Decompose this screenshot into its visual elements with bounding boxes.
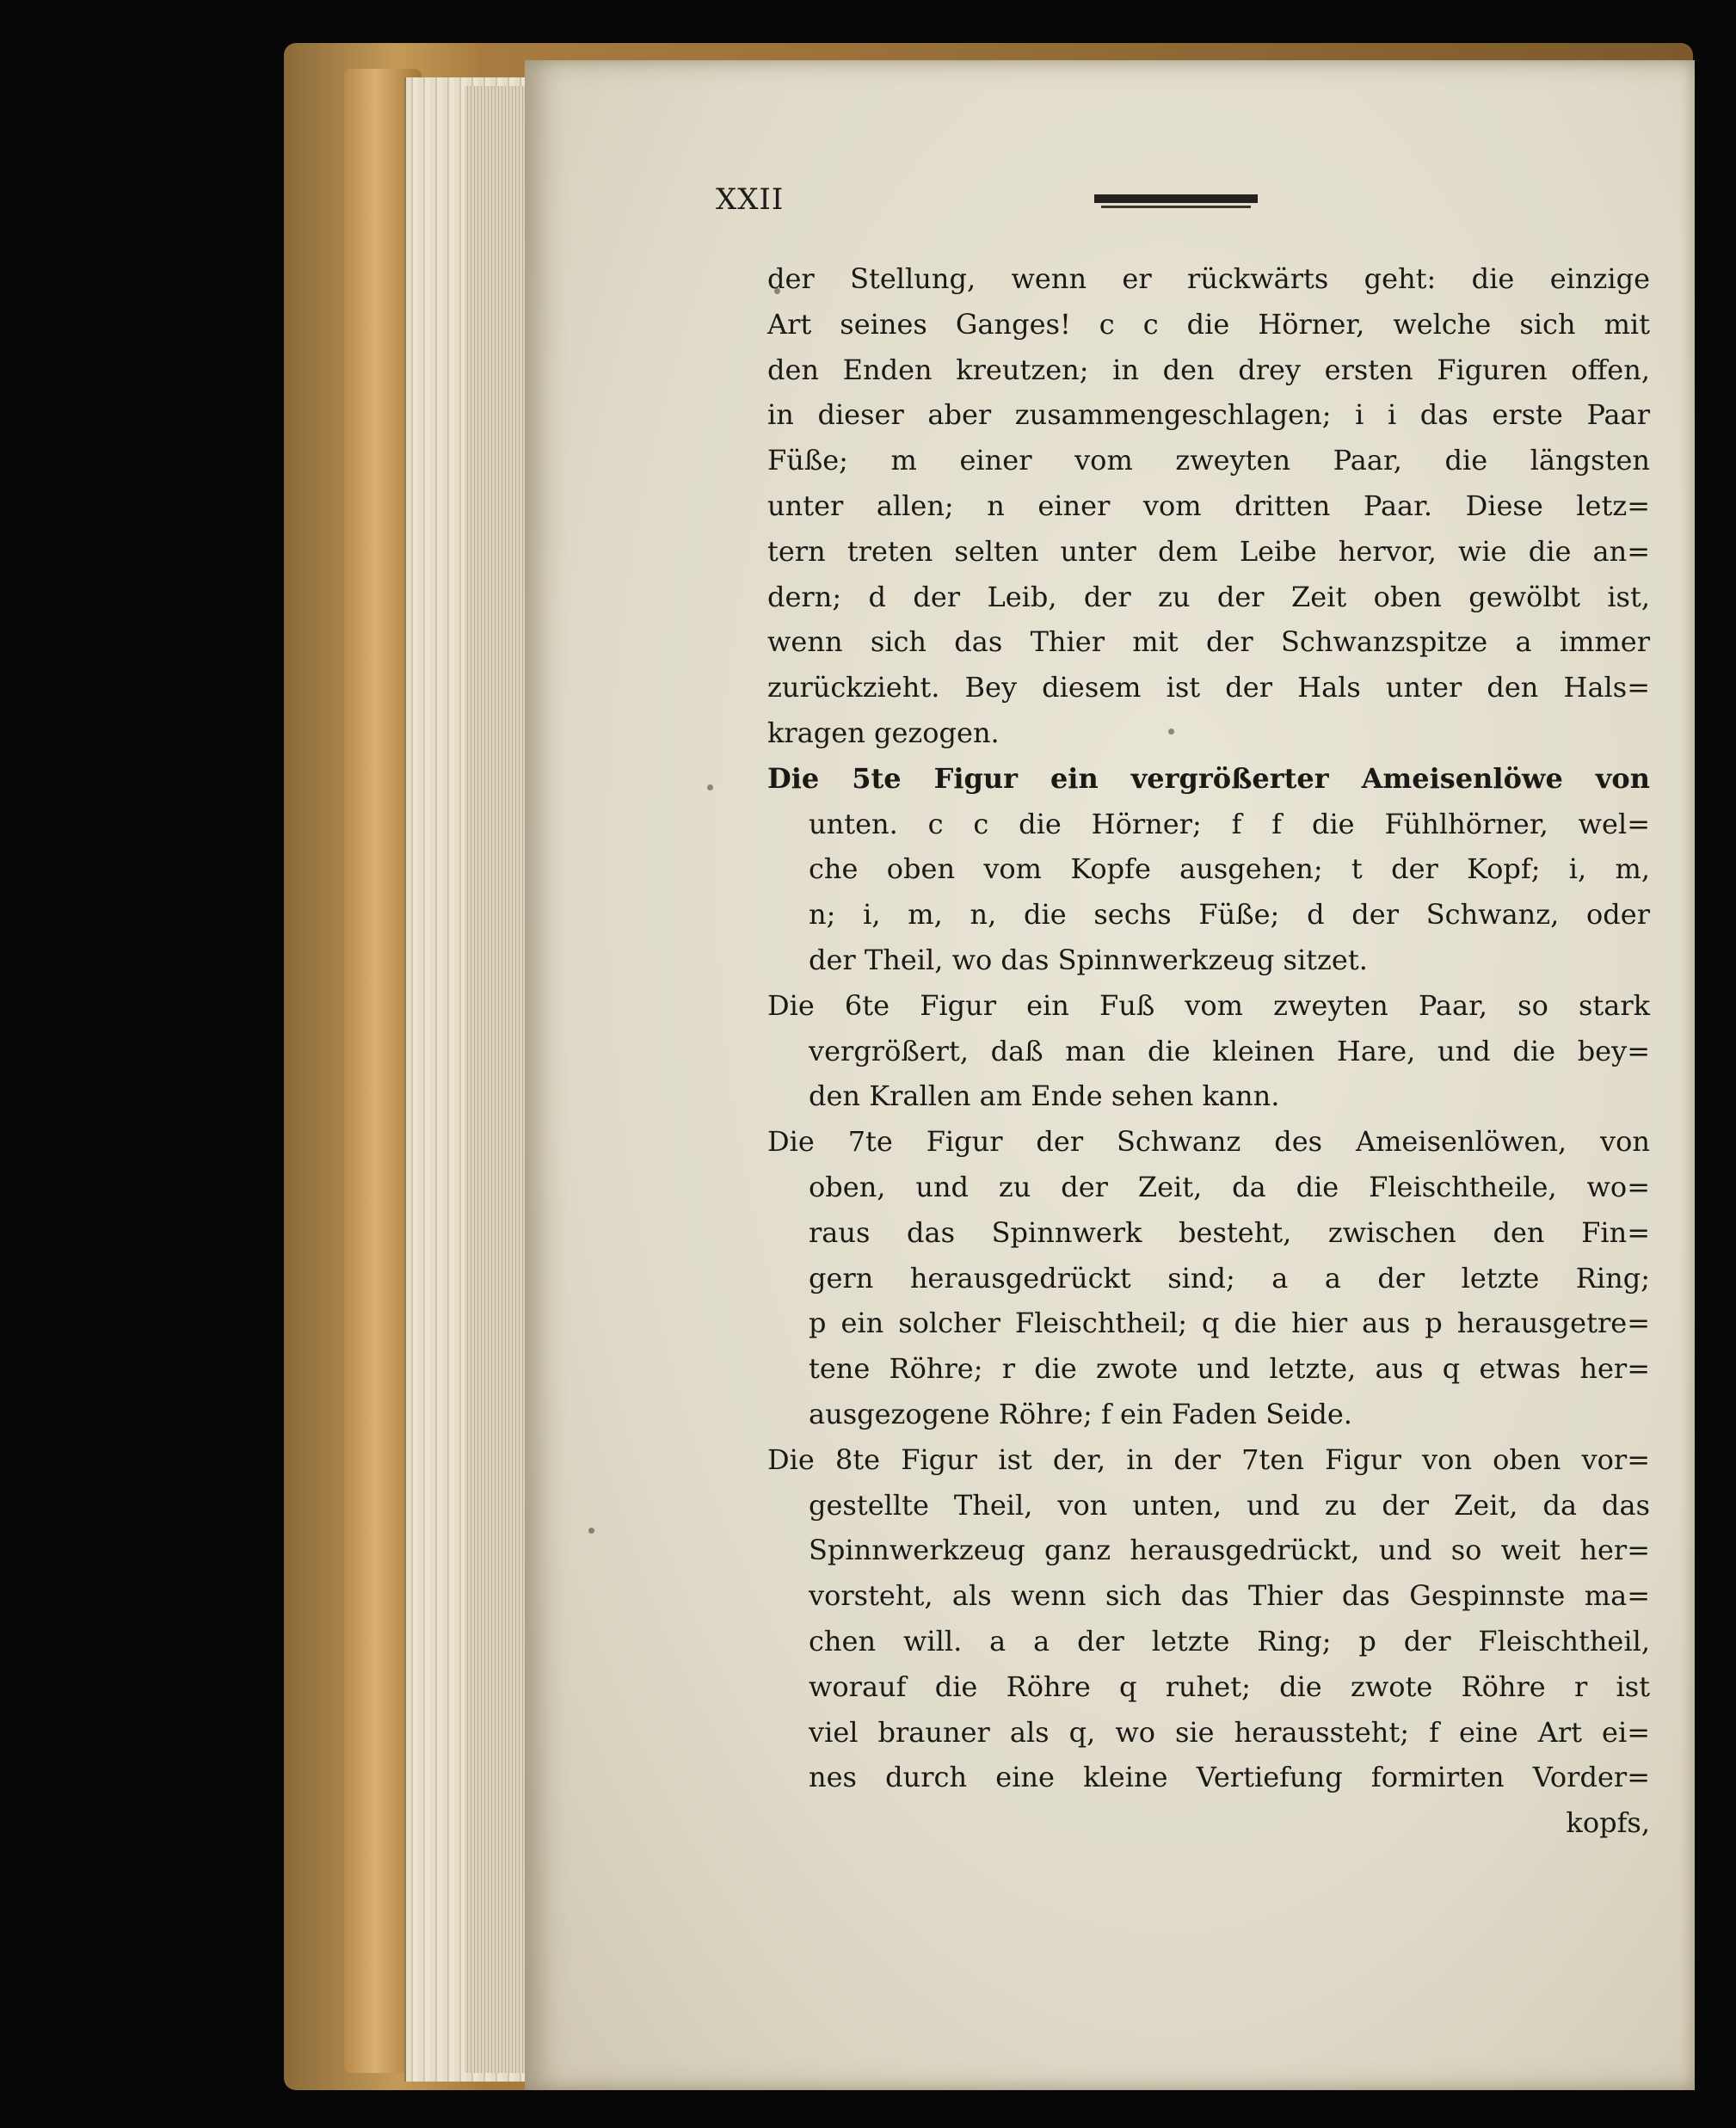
text-line: kragen gezogen. [767,716,1000,749]
text-line: Die 6te Figur ein Fuß vom zweyten Paar, so stark [767,988,1650,1022]
text-line: der Stellung, wenn er rückwärts geht: die einzige [767,262,1650,295]
text-line: vergrößert, daß man die kleinen Hare, und die bey= [809,1034,1650,1067]
text-line: in dieser aber zusammengeschlagen; i i das erste Paar [767,398,1650,432]
text-line: Spinnwerkzeug ganz herausgedrückt, und so weit her= [809,1534,1650,1567]
text-line: tene Röhre; r die zwote und letzte, aus q etwas her= [809,1352,1650,1386]
text-line: gern herausgedrückt sind; a a der letzte Ring; [809,1261,1650,1295]
text-line: den Enden kreutzen; in den drey ersten Figuren offen, [767,353,1650,386]
text-line: Die 5te Figur ein vergrößerter Ameisenlöwe von [767,761,1650,795]
page-body [767,256,1650,1846]
text-line: oben, und zu der Zeit, da die Fleischtheile, wo= [809,1170,1650,1203]
text-line: vorsteht, als wenn sich das Thier das Gespinnste ma= [809,1579,1650,1613]
text-line: chen will. a a der letzte Ring; p der Fleischtheil, [809,1624,1650,1658]
text-line: worauf die Röhre q ruhet; die zwote Röhre r ist [809,1670,1650,1703]
text-line: p ein solcher Fleischtheil; q die hier aus p herausgetre= [809,1307,1650,1340]
text-line: Art seines Ganges! c c die Hörner, welche sich mit [767,307,1650,341]
paragraph-figure-6 [767,983,1650,1119]
text-line: raus das Spinnwerk besteht, zwischen den Fin= [809,1215,1650,1249]
paragraph-figure-8 [767,1437,1650,1800]
text-line: Füße; m einer vom zweyten Paar, die längsten [767,444,1650,477]
paragraph-figure-5 [767,756,1650,983]
text-line: gestellte Theil, von unten, und zu der Zeit, da das [809,1488,1650,1522]
paragraph-figure-7 [767,1119,1650,1437]
catchword: kopfs, [1566,1806,1650,1840]
text-line: Die 7te Figur der Schwanz des Ameisenlöwen, von [767,1125,1650,1159]
text-line: der Theil, wo das Spinnwerkzeug sitzet. [809,943,1368,976]
text-line: che oben vom Kopfe ausgehen; t der Kopf; i, m, [809,852,1650,886]
page-header [716,182,1662,217]
text-line: zurückzieht. Bey diesem ist der Hals unter den Hals= [767,671,1650,704]
text-line: nes durch eine kleine Vertiefung formirten Vorder= [809,1761,1650,1794]
page-number: XXII [716,182,785,217]
page-edges-inner [465,86,533,2073]
header-rule [1094,194,1258,203]
text-line: den Krallen am Ende sehen kann. [809,1079,1280,1113]
text-line: unten. c c die Hörner; f f die Fühlhörner, wel= [809,807,1650,840]
paragraph-figure-4-continued [767,256,1650,756]
text-line: wenn sich das Thier mit der Schwanzspitze a immer [767,625,1650,659]
text-line: unter allen; n einer vom dritten Paar. Diese letz= [767,489,1650,522]
text-line: n; i, m, n, die sechs Füße; d der Schwanz, oder [809,898,1650,932]
ink-spot [588,1528,594,1534]
text-line: tern treten selten unter dem Leibe hervor, wie die an= [767,534,1650,568]
text-line: dern; d der Leib, der zu der Zeit oben gewölbt ist, [767,580,1650,613]
text-line: Die 8te Figur ist der, in der 7ten Figur von oben vor= [767,1442,1650,1476]
text-line: viel brauner als q, wo sie heraussteht; f eine Art ei= [809,1715,1650,1749]
text-line: ausgezogene Röhre; f ein Faden Seide. [809,1397,1352,1430]
ink-spot [707,784,713,790]
